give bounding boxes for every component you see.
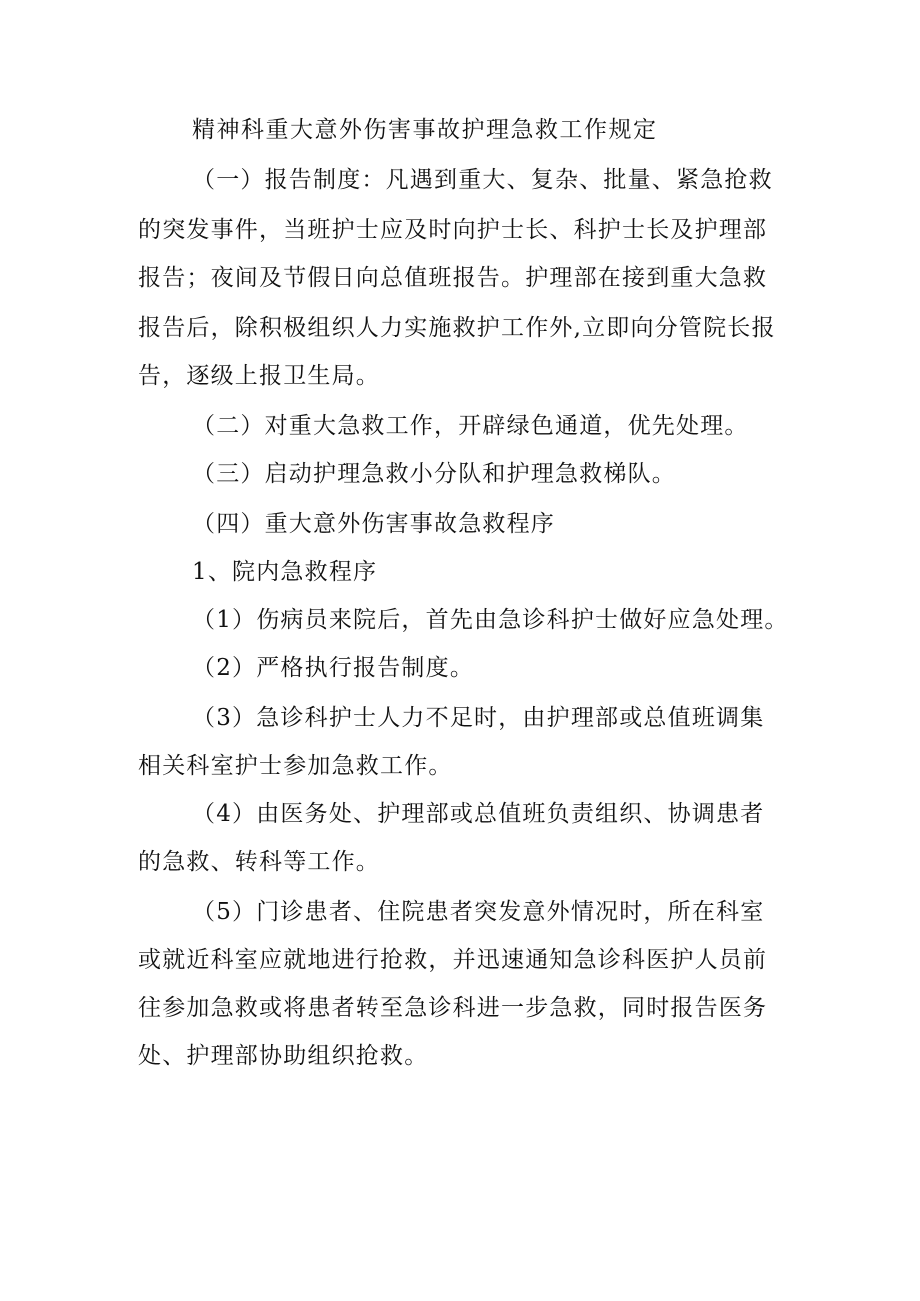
paragraph-line: （1）伤病员来院后，首先由急诊科护士做好应急处理。 (192, 607, 789, 633)
paragraph-line: （3）急诊科护士人力不足时，由护理部或总值班调集 (192, 705, 765, 731)
paragraph-line: （4）由医务处、护理部或总值班负责组织、协调患者 (192, 801, 765, 827)
paragraph-line: 报告；夜间及节假日向总值班报告。护理部在接到重大急救 (138, 265, 768, 291)
paragraph-line: 的突发事件，当班护士应及时向护士长、科护士长及护理部 (138, 217, 768, 243)
paragraph-line: 或就近科室应就地进行抢救，并迅速通知急诊科医护人员前 (138, 947, 768, 973)
paragraph-line: （一）报告制度：凡遇到重大、复杂、批量、紧急抢救 (192, 167, 773, 193)
paragraph-line: 相关科室护士参加急救工作。 (138, 753, 453, 779)
document-title: 精神科重大意外伤害事故护理急救工作规定 (192, 117, 658, 143)
paragraph-line: 的急救、转科等工作。 (138, 849, 380, 875)
section-heading: （四）重大意外伤害事故急救程序 (192, 511, 555, 537)
paragraph-line: （三）启动护理急救小分队和护理急救梯队。 (192, 461, 676, 487)
paragraph-line: 往参加急救或将患者转至急诊科进一步急救，同时报告医务 (138, 995, 768, 1021)
paragraph-line: （二）对重大急救工作，开辟绿色通道，优先处理。 (192, 413, 749, 439)
subsection-heading: 1、院内急救程序 (192, 559, 378, 585)
paragraph-line: 报告后，除积极组织人力实施救护工作外,立即向分管院长报 (138, 315, 776, 341)
paragraph-line: （5）门诊患者、住院患者突发意外情况时，所在科室 (192, 899, 765, 925)
paragraph-line: 处、护理部协助组织抢救。 (138, 1043, 429, 1069)
paragraph-line: 告，逐级上报卫生局。 (138, 363, 380, 389)
paragraph-line: （2）严格执行报告制度。 (192, 655, 475, 681)
